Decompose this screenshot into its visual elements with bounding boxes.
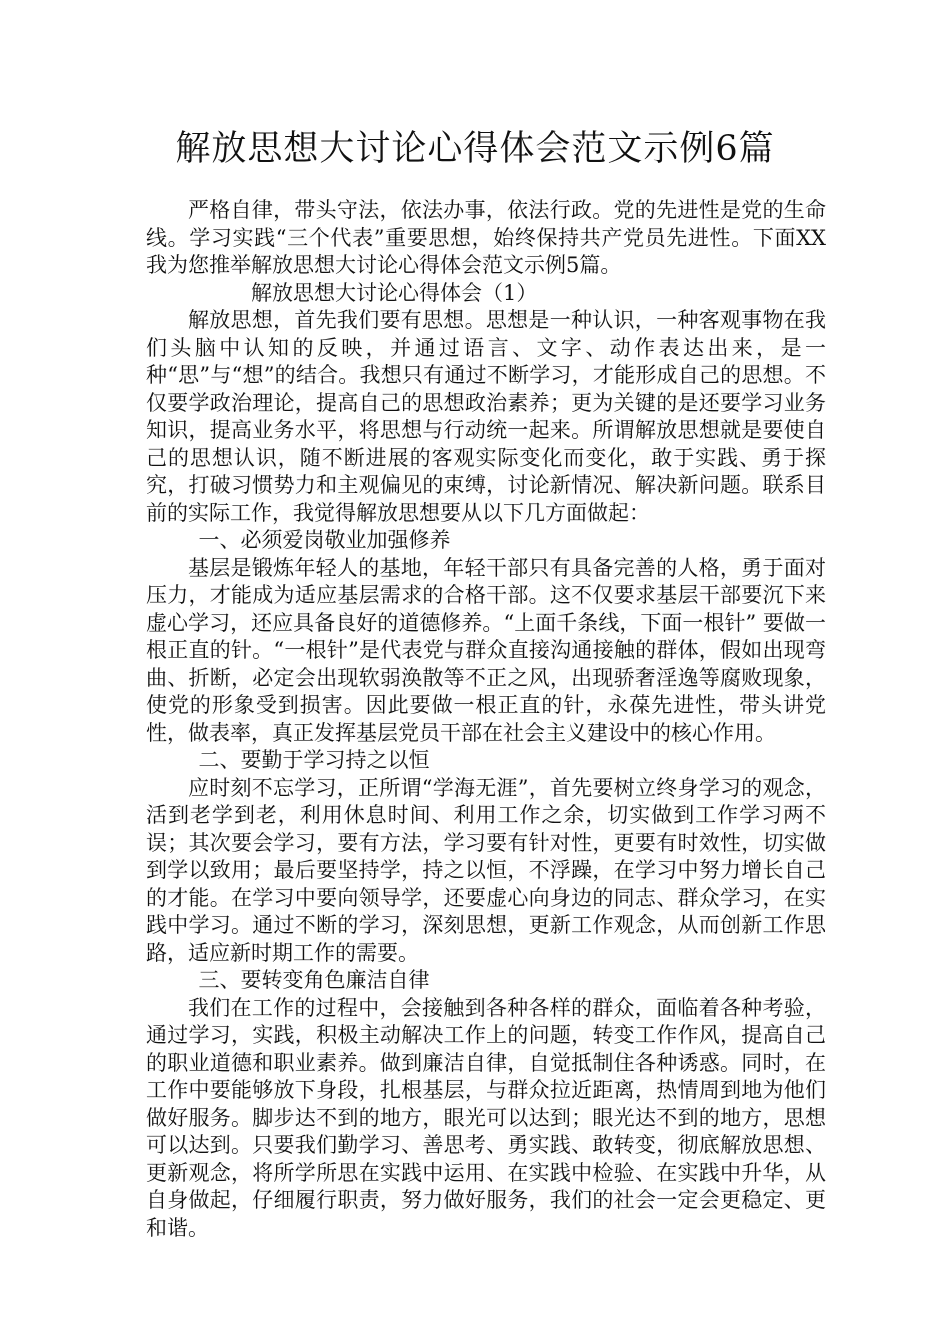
body-paragraph: 应时刻不忘学习，正所谓“学海无涯”，首先要树立终身学习的观念，活到老学到老，利用休息时间、利用工作之余，切实做到工作学习两不误；其次要会学习，要有方法，学习要有针对性，更要有时效性，切实做到学以致用；最后要坚持学，持之以恒，不浮躁，在学习中努力增长自己的才能。在学习中要向领导学，还要虚心向身边的同志、群众学习，在实践中学习。通过不断的学习，深刻思想，更新工作观念，从而创新工作思路，适应新时期工作的需要。 bbox=[146, 775, 826, 965]
section-heading: 三、要转变角色廉洁自律 bbox=[198, 968, 430, 992]
body-paragraph: 解放思想，首先我们要有思想。思想是一种认识，一种客观事物在我们头脑中认知的反映，并通过语言、文字、动作表达出来，是一种“思”与“想”的结合。我想只有通过不断学习，才能形成自己的思想。不仅要学政治理论，提高自己的思想政治素养；更为关键的是还要学习业务知识，提高业务水平，将思想与行动统一起来。所谓解放思想就是要使自己的思想认识，随不断进展的客观实际变化而变化，敢于实践、勇于探究，打破习惯势力和主观偏见的束缚，讨论新情况、解决新问题。联系目前的实际工作，我觉得解放思想要从以下几方面做起： bbox=[146, 308, 826, 525]
body-paragraph: 我们在工作的过程中，会接触到各种各样的群众，面临着各种考验，通过学习，实践，积极主动解决工作上的问题，转变工作作风，提高自己的职业道德和职业素养。做到廉洁自律，自觉抵制住各种诱惑。同时，在工作中要能够放下身段，扎根基层，与群众拉近距离，热情周到地为他们做好服务。脚步达不到的地方，眼光可以达到；眼光达不到的地方，思想可以达到。只要我们勤学习、善思考、勇实践、敢转变，彻底解放思想、更新观念，将所学所思在实践中运用、在实践中检验、在实践中升华，从自身做起，仔细履行职责，努力做好服务，我们的社会一定会更稳定、更和谐。 bbox=[146, 995, 826, 1240]
section-heading: 二、要勤于学习持之以恒 bbox=[198, 748, 430, 772]
document-body bbox=[146, 197, 826, 1242]
section-heading: 一、必须爱岗敬业加强修养 bbox=[198, 528, 451, 552]
body-paragraph: 基层是锻炼年轻人的基地，年轻干部只有具备完善的人格，勇于面对压力，才能成为适应基层需求的合格干部。这不仅要求基层干部要沉下来虚心学习，还应具备良好的道德修养。“上面千条线，下面一根针” 要做一根正直的针。“一根针”是代表党与群众直接沟通接触的群体，假如出现弯曲、折断，必定会出现软弱涣散等不正之风，出现骄奢淫逸等腐败现象，使党的形象受到损害。因此要做一根正直的针，永葆先进性，带头讲党性，做表率，真正发挥基层党员干部在社会主义建设中的核心作用。 bbox=[146, 555, 826, 745]
intro-paragraph: 严格自律，带头守法，依法办事，依法行政。党的先进性是党的生命线。学习实践“三个代表”重要思想，始终保持共产党员先进性。下面XX我为您推举解放思想大讨论心得体会范文示例5篇。 bbox=[146, 198, 826, 277]
document-title: 解放思想大讨论心得体会范文示例6篇 bbox=[175, 129, 775, 169]
section-subtitle: 解放思想大讨论心得体会（1） bbox=[251, 280, 538, 305]
